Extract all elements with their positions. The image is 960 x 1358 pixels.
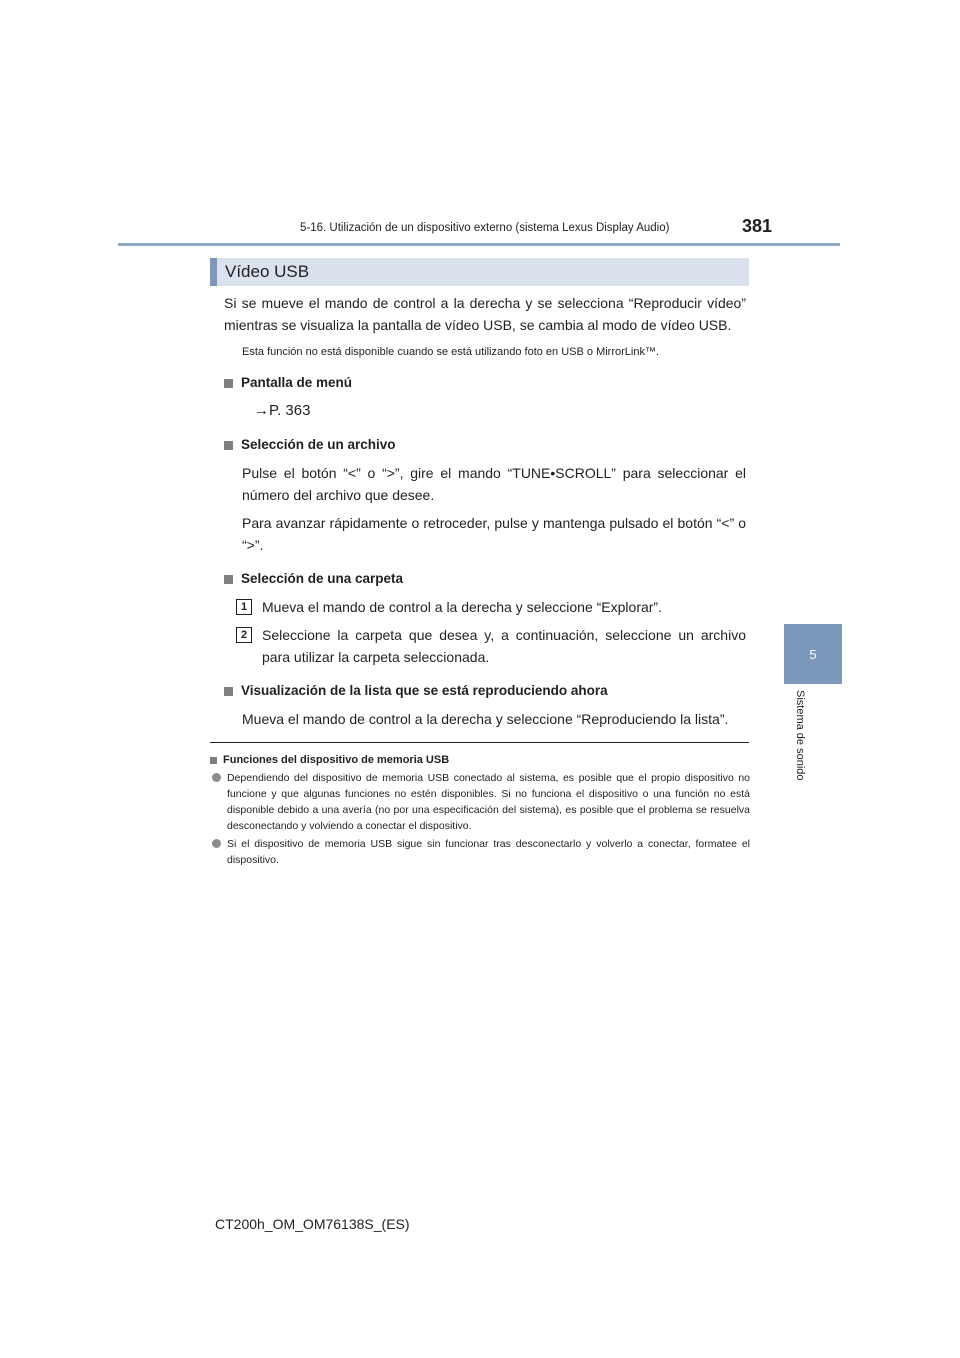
intro-paragraph: Si se mueve el mando de control a la derecha y se selecciona “Reproducir vídeo” mientras se visualiza la pantalla de vídeo USB, se cambia al modo de vídeo USB. [224, 295, 746, 333]
circle-bullet-icon [212, 839, 221, 848]
footer-code: CT200h_OM_OM76138S_(ES) [215, 1216, 410, 1232]
list-paragraph: Mueva el mando de control a la derecha y seleccione “Reproduciendo la lista”. [242, 711, 729, 727]
header-rule [118, 243, 840, 246]
file-heading [224, 434, 746, 456]
section-title: Vídeo USB [225, 262, 310, 281]
square-bullet-icon [224, 687, 233, 696]
square-bullet-icon [224, 575, 233, 584]
file-paragraph-1: Pulse el botón “<” o “>”, gire el mando “TUNE•SCROLL” para seleccionar el número del archivo que desee. [242, 465, 746, 503]
notes-section [210, 752, 750, 868]
section-content [224, 292, 746, 730]
circle-bullet-icon [212, 773, 221, 782]
note-bullet [210, 836, 750, 868]
menu-heading [224, 372, 746, 394]
folder-step [236, 624, 746, 668]
notes-divider [210, 742, 749, 743]
step-number-badge: 2 [236, 627, 252, 643]
file-heading-text: Selección de un archivo [241, 437, 396, 452]
step-number-badge: 1 [236, 599, 252, 615]
note-bullet [210, 770, 750, 834]
notes-heading-text: Funciones del dispositivo de memoria USB [223, 754, 450, 766]
note-text: Dependiendo del dispositivo de memoria USB conectado al sistema, es posible que el propio dispositivo no funcione y que algunas funciones no estén disponibles. Si no funciona el dispositivo o una función no está disponible debido a una avería (no por una especificación del sistema), es posible que el problema se resuelva desconectando y volviendo a conectar el dispositivo. [227, 772, 750, 832]
file-paragraph-2: Para avanzar rápidamente o retroceder, pulse y mantenga pulsado el botón “<” o “>”. [242, 515, 746, 553]
page-reference: →P. 363 [254, 402, 311, 419]
square-bullet-icon [224, 379, 233, 388]
chapter-number: 5 [809, 646, 817, 662]
chapter-tab [784, 624, 842, 684]
folder-heading-text: Selección de una carpeta [241, 571, 404, 586]
running-header-title: 5-16. Utilización de un dispositivo externo (sistema Lexus Display Audio) [300, 222, 670, 234]
page-number: 381 [742, 216, 773, 236]
availability-note: Esta función no está disponible cuando se está utilizando foto en USB o MirrorLink™. [242, 346, 660, 358]
notes-heading [210, 752, 750, 768]
list-heading [224, 680, 746, 702]
square-bullet-icon [224, 441, 233, 450]
section-title-bar [210, 258, 749, 286]
square-bullet-icon [210, 757, 217, 764]
step-text: Seleccione la carpeta que desea y, a continuación, seleccione un archivo para utilizar la carpeta seleccionada. [262, 627, 746, 665]
list-heading-text: Visualización de la lista que se está reproduciendo ahora [241, 683, 608, 698]
menu-heading-text: Pantalla de menú [241, 375, 353, 390]
step-text: Mueva el mando de control a la derecha y seleccione “Explorar”. [262, 599, 662, 615]
folder-step [236, 596, 746, 618]
chapter-label: Sistema de sonido [794, 690, 806, 781]
folder-heading [224, 568, 746, 590]
note-text: Si el dispositivo de memoria USB sigue sin funcionar tras desconectarlo y volverlo a conectar, formatee el dispositivo. [227, 838, 750, 866]
